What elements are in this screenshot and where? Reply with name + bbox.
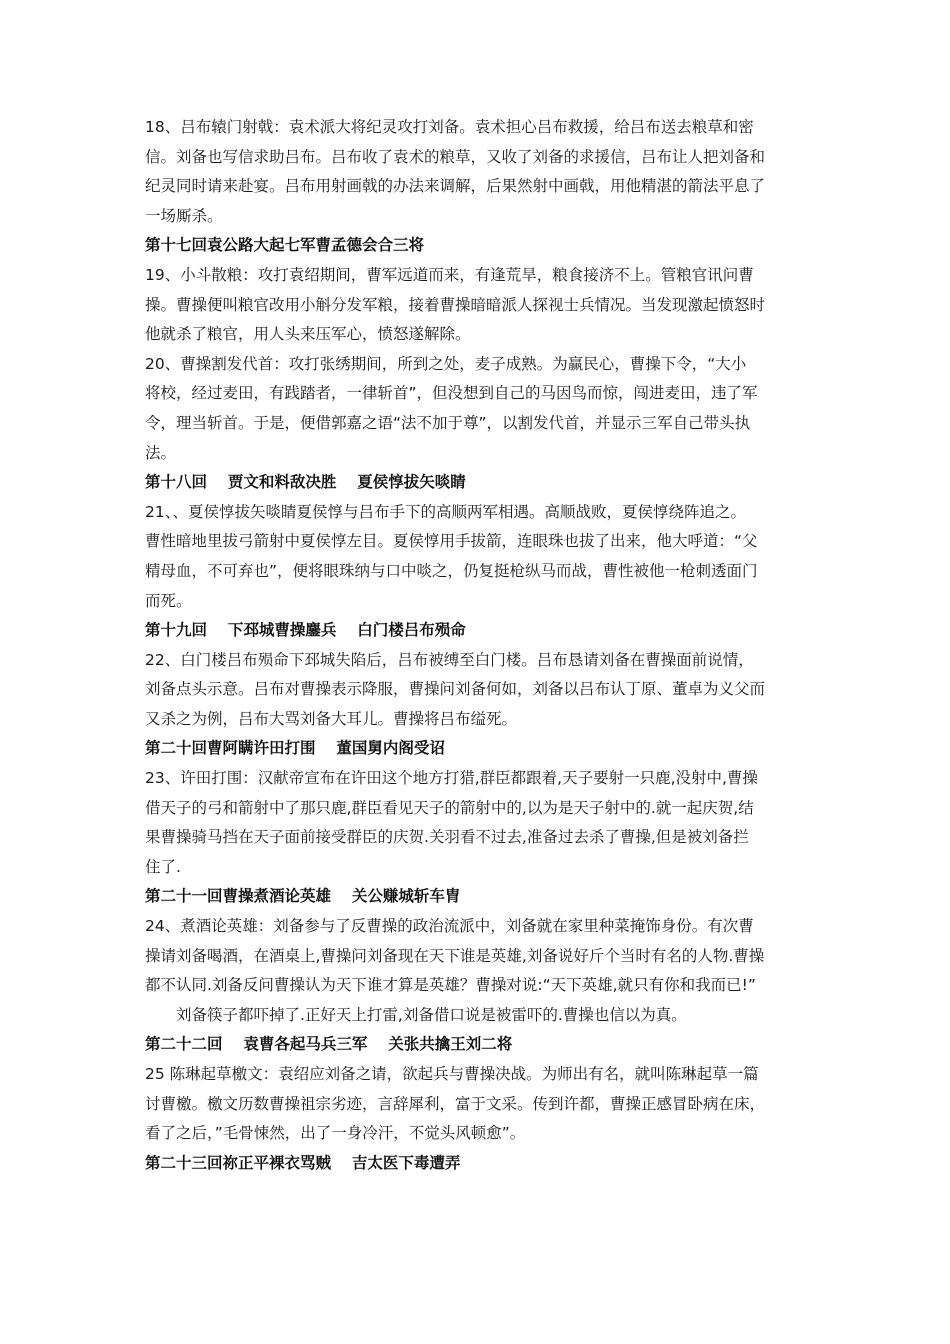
chapter-heading: 第二十回曹阿瞒许田打围 董国舅内阁受诏 bbox=[145, 739, 445, 758]
chapter-heading: 第二十三回祢正平裸衣骂贼 吉太医下毒遭弄 bbox=[145, 1153, 461, 1172]
paragraph-line: 刘备筷子都吓掉了.正好天上打雷,刘备借口说是被雷吓的.曹操也信以为真。 bbox=[145, 1005, 687, 1024]
paragraph-line: 都不认同.刘备反问曹操认为天下谁才算是英雄？曹操对说:“天下英雄,就只有你和我而已!” bbox=[145, 976, 756, 995]
paragraph-line: 将校，经过麦田，有践踏者，一律斩首”，但没想到自己的马因鸟而惊，闯进麦田，违了军 bbox=[145, 384, 758, 403]
chapter-heading: 第二十二回 袁曹各起马兵三军 关张共擒王刘二将 bbox=[145, 1035, 513, 1054]
paragraph-line: 23、许田打围：汉献帝宣布在许田这个地方打猎,群臣都跟着,天子要射一只鹿,没射中,曹操 bbox=[145, 769, 758, 788]
paragraph-line: 一场厮杀。 bbox=[145, 206, 223, 225]
paragraph-line: 19、小斗散粮：攻打袁绍期间，曹军远道而来，有逢荒旱，粮食接济不上。管粮官讯问曹 bbox=[145, 265, 754, 284]
paragraph-line: 借天子的弓和箭射中了那只鹿,群臣看见天子的箭射中的,以为是天子射中的.就一起庆贺,结 bbox=[145, 798, 754, 817]
chapter-heading: 第十九回 下邳城曹操鏖兵 白门楼吕布殒命 bbox=[145, 621, 466, 640]
chapter-heading: 第十八回 贾文和料敌决胜 夏侯惇拔矢啖睛 bbox=[145, 473, 466, 492]
story-paragraph bbox=[145, 261, 810, 350]
story-paragraph bbox=[145, 764, 810, 882]
paragraph-line: 令，理当斩首。于是，便借郭嘉之语“法不加于尊”，以割发代首，并显示三军自己带头执 bbox=[145, 413, 751, 432]
paragraph-line: 精母血，不可弃也”，便将眼珠纳与口中啖之，仍复挺枪纵马而战，曹性被他一枪刺透面门 bbox=[145, 561, 758, 580]
document-body bbox=[145, 113, 810, 1178]
paragraph-line: 他就杀了粮官，用人头来压军心，愤怒遂解除。 bbox=[145, 325, 471, 344]
paragraph-line: 24、煮酒论英雄：刘备参与了反曹操的政治流派中，刘备就在家里种菜掩饰身份。有次曹 bbox=[145, 917, 754, 936]
story-paragraph bbox=[145, 912, 810, 1030]
paragraph-line: 刘备点头示意。吕布对曹操表示降服，曹操问刘备何如，刘备以吕布认丁原、董卓为义父而 bbox=[145, 680, 766, 699]
paragraph-line: 果曹操骑马挡在天子面前接受群臣的庆贺.关羽看不过去,准备过去杀了曹操,但是被刘备拦 bbox=[145, 828, 749, 847]
paragraph-line: 讨曹檄。檄文历数曹操祖宗劣迹，言辞犀利，富于文采。传到许都，曹操正感冒卧病在床， bbox=[145, 1094, 766, 1113]
chapter-heading: 第十七回袁公路大起七军曹孟德会合三将 bbox=[145, 236, 425, 255]
story-paragraph bbox=[145, 113, 810, 231]
paragraph-line: 信。刘备也写信求助吕布。吕布收了袁术的粮草，又收了刘备的求援信，吕布让人把刘备和 bbox=[145, 147, 766, 166]
chapter-heading: 第二十一回曹操煮酒论英雄 关公赚城斩车胄 bbox=[145, 887, 461, 906]
paragraph-line: 操请刘备喝酒，在酒桌上,曹操问刘备现在天下谁是英雄,刘备说好斤个当时有名的人物.曹操 bbox=[145, 946, 765, 965]
story-paragraph bbox=[145, 1060, 810, 1149]
story-paragraph bbox=[145, 498, 810, 616]
paragraph-line: 曹性暗地里拔弓箭射中夏侯惇左目。夏侯惇用手拔箭，连眼珠也拔了出来，他大呼道：“父 bbox=[145, 532, 758, 551]
paragraph-line: 操。曹操便叫粮官改用小斛分发军粮，接着曹操暗暗派人探视士兵情况。当发现激起愤怒时 bbox=[145, 295, 766, 314]
paragraph-line: 住了. bbox=[145, 857, 181, 876]
paragraph-line: 22、白门楼吕布殒命下邳城失陷后，吕布被缚至白门楼。吕布恳请刘备在曹操面前说情， bbox=[145, 650, 754, 669]
story-paragraph bbox=[145, 350, 810, 468]
paragraph-line: 而死。 bbox=[145, 591, 192, 610]
paragraph-line: 21、、夏侯惇拔矢啖睛夏侯惇与吕布手下的高顺两军相遇。高顺战败，夏侯惇绕阵追之。 bbox=[145, 502, 746, 521]
paragraph-line: 25 陈琳起草檄文：袁绍应刘备之请，欲起兵与曹操决战。为师出有名，就叫陈琳起草一篇 bbox=[145, 1065, 759, 1083]
paragraph-line: 18、吕布辕门射戟：袁术派大将纪灵攻打刘备。袁术担心吕布救援，给吕布送去粮草和密 bbox=[145, 118, 754, 136]
paragraph-line: 又杀之为例，吕布大骂刘备大耳儿。曹操将吕布缢死。 bbox=[145, 709, 518, 728]
paragraph-line: 20、曹操割发代首：攻打张绣期间，所到之处，麦子成熟。为赢民心，曹操下令，“大小 bbox=[145, 354, 747, 373]
paragraph-line: 法。 bbox=[145, 443, 177, 462]
paragraph-line: 看了之后，”毛骨悚然，出了一身冷汗，不觉头风顿愈”。 bbox=[145, 1124, 526, 1143]
story-paragraph bbox=[145, 646, 810, 735]
paragraph-line: 纪灵同时请来赴宴。吕布用射画戟的办法来调解，后果然射中画戟，用他精湛的箭法平息了 bbox=[145, 177, 766, 196]
